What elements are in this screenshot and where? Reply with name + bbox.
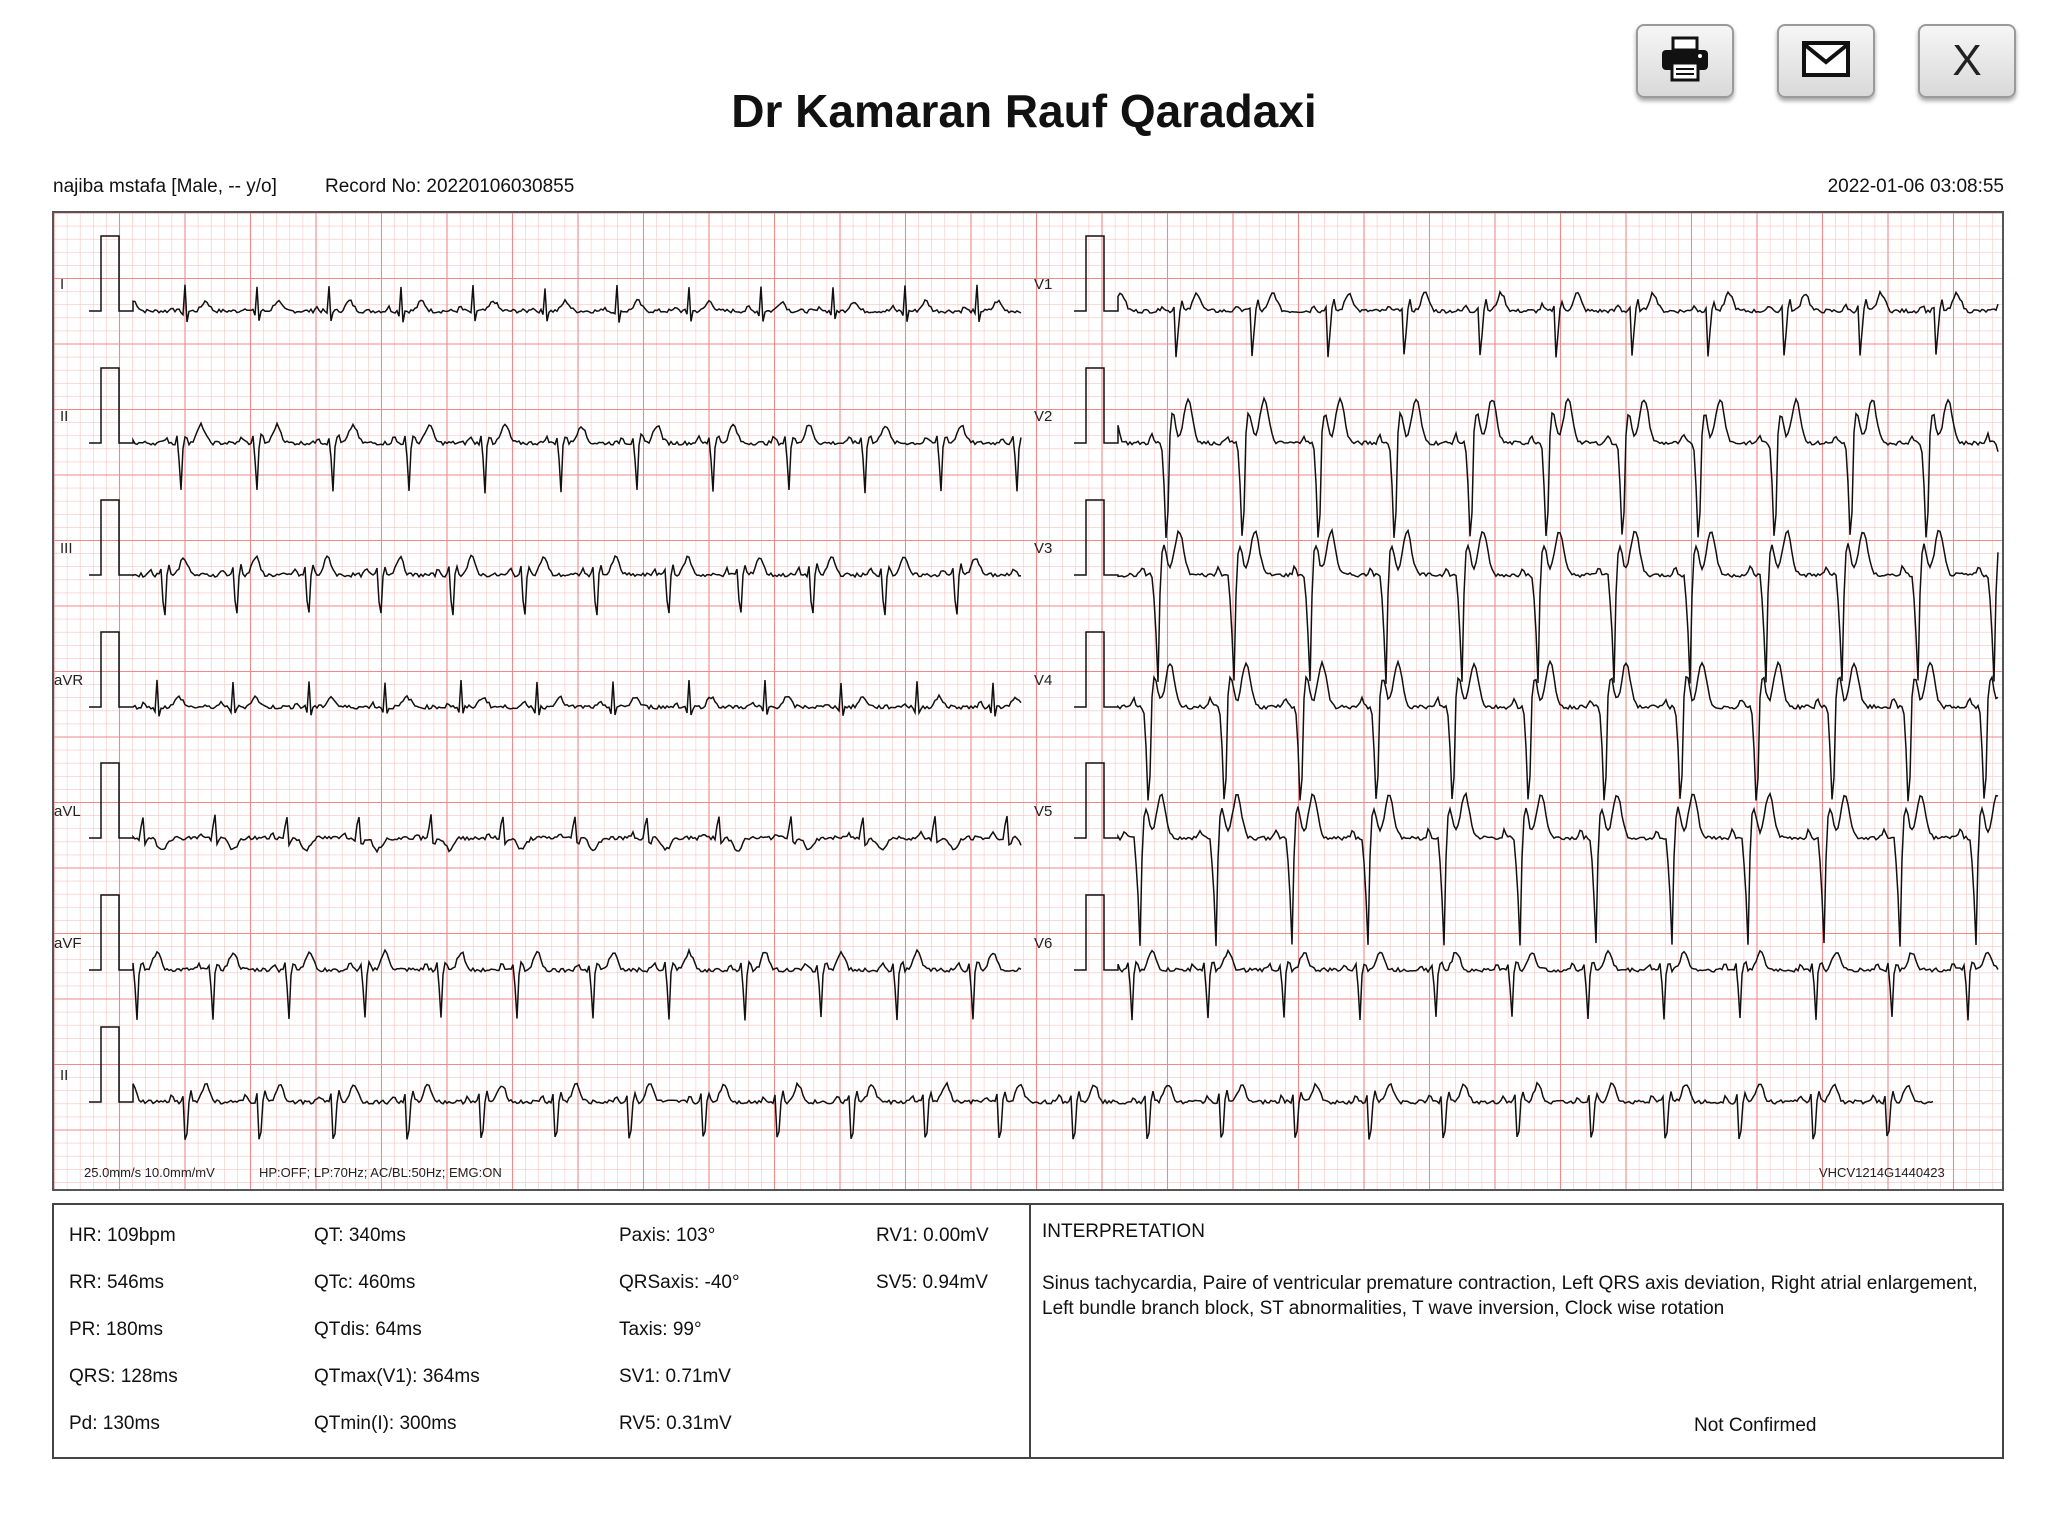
measure-qrsaxis: QRSaxis: -40° — [619, 1272, 740, 1293]
lead-label-avl: aVL — [54, 803, 81, 820]
ecg-trace-v6 — [1074, 895, 1998, 1020]
measure-qtdis: QTdis: 64ms — [314, 1319, 422, 1340]
ecg-trace-v2 — [1074, 368, 1998, 538]
measurements-panel — [52, 1203, 2004, 1459]
ecg-trace-avr — [89, 632, 1021, 716]
lead-label-avf: aVF — [54, 935, 82, 952]
measure-sv1: SV1: 0.71mV — [619, 1366, 731, 1387]
lead-label-v6: V6 — [1034, 935, 1053, 952]
interpretation-text: Sinus tachycardia, Paire of ventricular premature contraction, Left QRS axis deviation, Right atrial enlargement, Left bundle branch block, ST abnormalities, T wave inversion, Clock wise rotation — [1042, 1273, 1978, 1319]
measure-hr: HR: 109bpm — [69, 1225, 176, 1246]
measure-qtmin: QTmin(I): 300ms — [314, 1413, 457, 1434]
lead-label-rhythm-ii: II — [60, 1067, 69, 1084]
patient-info: najiba mstafa [Male, -- y/o] — [53, 176, 277, 197]
lead-label-v1: V1 — [1034, 276, 1053, 293]
confirmation-status: Not Confirmed — [1694, 1415, 1817, 1436]
measure-qt: QT: 340ms — [314, 1225, 406, 1246]
panel-divider — [1029, 1205, 1031, 1457]
ecg-filter-text: HP:OFF; LP:70Hz; AC/BL:50Hz; EMG:ON — [259, 1165, 502, 1180]
record-datetime: 2022-01-06 03:08:55 — [1827, 176, 2004, 197]
interpretation-label: INTERPRETATION — [1042, 1221, 1205, 1242]
measure-rv1: RV1: 0.00mV — [876, 1225, 989, 1246]
ecg-trace-avf — [89, 895, 1021, 1021]
record-number: Record No: 20220106030855 — [325, 176, 575, 197]
measure-qtc: QTc: 460ms — [314, 1272, 416, 1293]
ecg-trace-i — [89, 236, 1021, 323]
measure-paxis: Paxis: 103° — [619, 1225, 716, 1246]
measure-pd: Pd: 130ms — [69, 1413, 160, 1434]
measure-qtmax: QTmax(V1): 364ms — [314, 1366, 480, 1387]
ecg-trace-rhythm-ii — [89, 1027, 1933, 1140]
close-label: X — [1952, 36, 1982, 85]
lead-label-v4: V4 — [1034, 672, 1053, 689]
measure-sv5: SV5: 0.94mV — [876, 1272, 988, 1293]
lead-label-iii: III — [60, 540, 73, 557]
printer-icon — [1659, 35, 1711, 88]
measure-taxis: Taxis: 99° — [619, 1319, 702, 1340]
ecg-trace-v1 — [1074, 236, 1998, 357]
ecg-chart — [52, 211, 2004, 1191]
lead-label-v5: V5 — [1034, 803, 1053, 820]
measure-rv5: RV5: 0.31mV — [619, 1413, 732, 1434]
envelope-icon — [1801, 40, 1851, 83]
ecg-scale-text: 25.0mm/s 10.0mm/mV — [84, 1165, 215, 1180]
lead-label-v3: V3 — [1034, 540, 1053, 557]
measure-rr: RR: 546ms — [69, 1272, 165, 1293]
ecg-device-id: VHCV1214G1440423 — [1819, 1165, 1945, 1180]
lead-label-ii: II — [60, 408, 69, 425]
lead-label-v2: V2 — [1034, 408, 1053, 425]
ecg-trace-v4 — [1074, 632, 1998, 801]
measure-pr: PR: 180ms — [69, 1319, 163, 1340]
measure-qrs: QRS: 128ms — [69, 1366, 178, 1387]
page-title: Dr Kamaran Rauf Qaradaxi — [731, 85, 1317, 137]
lead-label-avr: aVR — [54, 672, 84, 689]
ecg-trace-iii — [89, 500, 1021, 615]
lead-label-i: I — [60, 276, 65, 293]
